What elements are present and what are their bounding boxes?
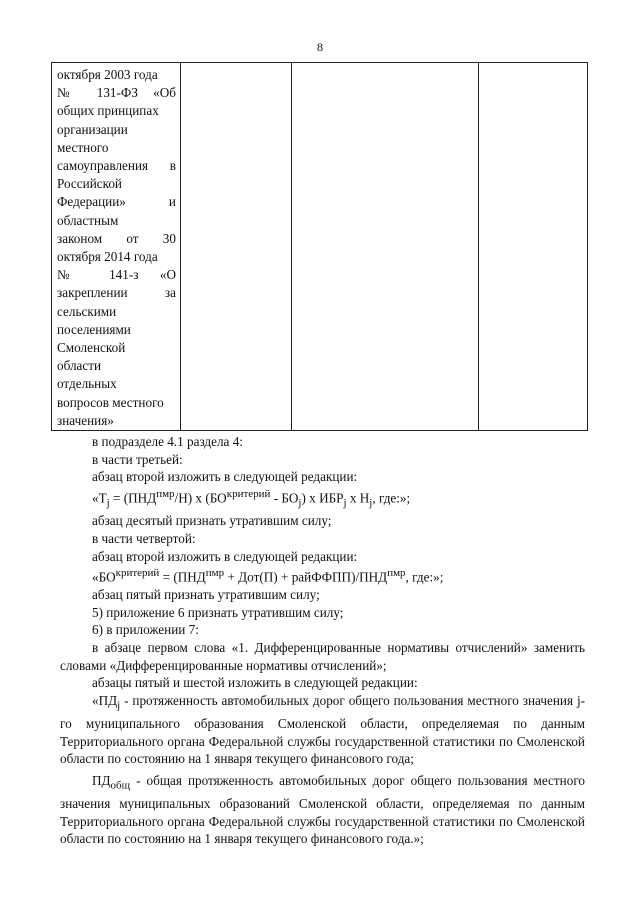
document-body (60, 433, 585, 848)
cell-line: областным (57, 212, 119, 228)
cell-line: октября 2003 года (57, 67, 158, 82)
cell-line: Смоленской (57, 340, 126, 356)
paragraph: 5) приложение 6 признать утратившим силу; (92, 604, 344, 620)
cell-line: общих принципах (57, 103, 159, 119)
paragraph: в абзаце первом слова «1. Дифференцированные нормативы отчислений» заменить словами «Дифференцированные нормативы отчислений»; (60, 639, 585, 673)
cell-line: сельскими (57, 303, 117, 319)
cell-line: значения» (57, 412, 114, 428)
paragraph-pdj: «$ПД_j$ - протяженность автомобильных дорог общего пользования местного значения j-го муниципального образования Смоленской области, определяемая по данным Территориального органа Федеральной службы государственной статистики по Смоленской области по состоянию на 1 января текущего финансового года; (60, 692, 585, 767)
cell-line: области (57, 358, 102, 374)
table-cell-document-reference (52, 63, 181, 431)
formula-tj: «$T_j = (ПНД^{пмр}/Н)$ х $(БО^{критерий} - БО_j)$ х $ИБР_j$ х $Н_j$, где:»; (92, 487, 411, 509)
cell-line: Российской (57, 176, 122, 192)
paragraph: в подразделе 4.1 раздела 4: (92, 434, 243, 449)
continuation-table (51, 62, 588, 431)
formula-bo-criterion: «$БО^{критерий} = (ПНД^{пмр} + Дот(П)$ + $райФФПП)/ПНД^{пмр}$, где:»; (92, 567, 444, 585)
cell-line: закреплении за (57, 285, 176, 301)
cell-line: Федерации» и (57, 194, 176, 210)
cell-line: организации (57, 121, 128, 137)
paragraph: абзац второй изложить в следующей редакции: (92, 469, 358, 485)
cell-line: местного (57, 139, 109, 155)
cell-line: самоуправления в (57, 158, 176, 174)
paragraph: 6) в приложении 7: (92, 622, 199, 638)
paragraph: в части четвертой: (92, 531, 196, 546)
table-cell-empty (479, 63, 588, 431)
cell-line: поселениями (57, 321, 131, 337)
paragraph: абзац десятый признать утратившим силу; (92, 513, 332, 529)
page-number: 8 (317, 40, 323, 54)
cell-line: отдельных (57, 376, 117, 392)
cell-line: № 131-ФЗ «Об (57, 85, 176, 101)
paragraph: абзац второй изложить в следующей редакции: (92, 548, 358, 564)
table-row (52, 63, 588, 431)
cell-line: законом от 30 (57, 230, 176, 246)
paragraph: в части третьей: (92, 451, 183, 467)
paragraph-pd-total: $ПД_{общ}$ - общая протяженность автомобильных дорог общего пользования местного значения муниципальных образований Смоленской области, определяемая по данным Территориального органа Федеральной службы государственной статистики по Смоленской области по состоянию на 1 января текущего финансового года.»; (60, 772, 585, 847)
cell-line: вопросов местного (57, 394, 164, 410)
table-cell-empty (181, 63, 292, 431)
cell-line: № 141-з «О (57, 267, 176, 283)
paragraph: абзац пятый признать утратившим силу; (92, 587, 320, 603)
paragraph: абзацы пятый и шестой изложить в следующей редакции: (92, 675, 418, 691)
cell-line: октября 2014 года (57, 249, 158, 265)
table-cell-empty (292, 63, 479, 431)
